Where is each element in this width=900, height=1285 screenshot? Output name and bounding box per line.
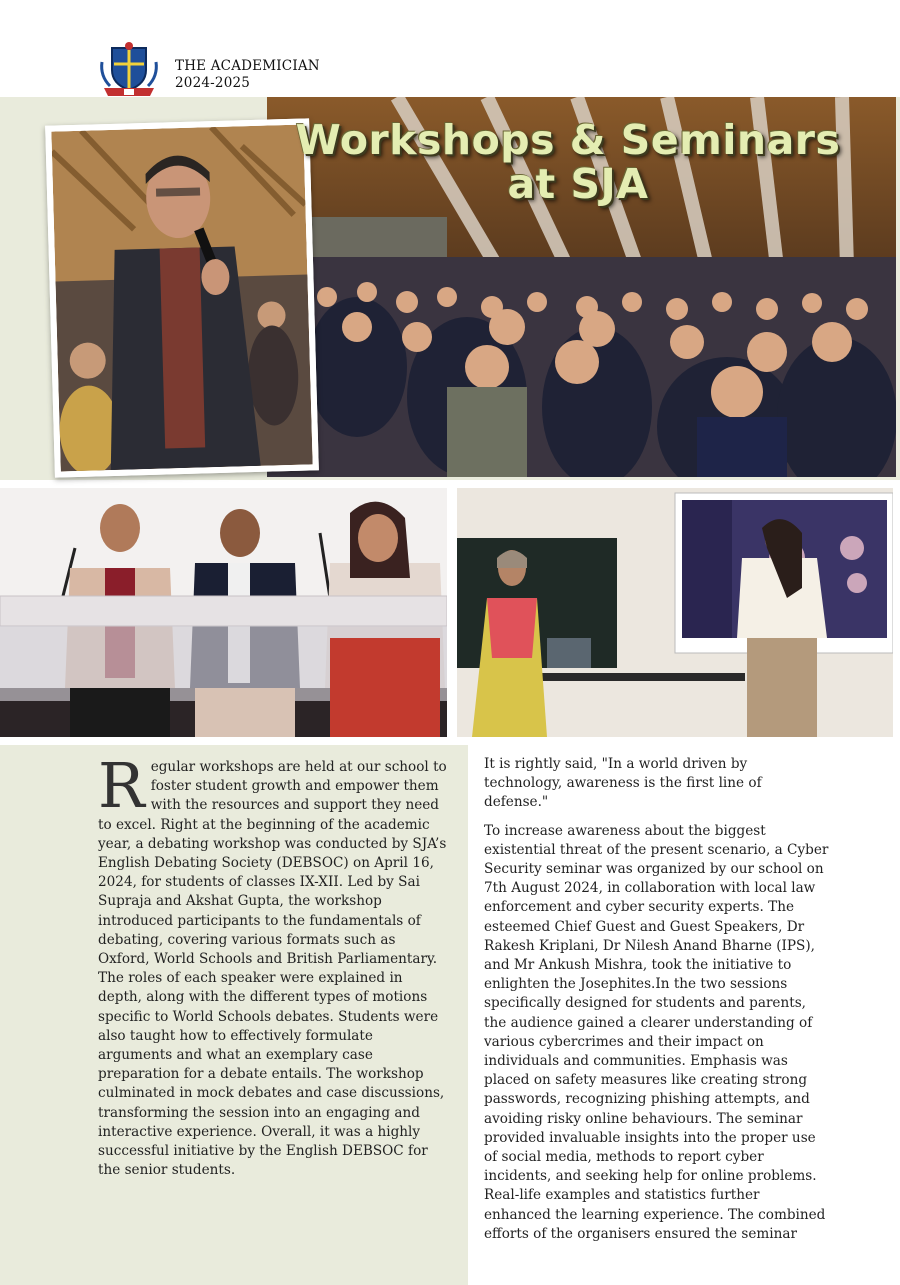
- article-left-column: [98, 749, 448, 1180]
- title-line-1: Workshops & Seminars: [295, 116, 841, 164]
- panel-of-guests-photo: [0, 488, 447, 737]
- cyber-seminar-paragraph: To increase awareness about the biggest existential threat of the present scenario, a Cyber Security seminar was organized by our school on 7th August 2024, in collaboration with local law enforcement and cyber security experts. The esteemed Chief Guest and Guest Speakers, Dr Rakesh Kriplani, Dr Nilesh Anand Bharne (IPS), and Mr Ankush Mishra, took the initiative to enlighten the Josephites.In the two sessions specifically designed for students and parents, the audience gained a clearer understanding of various cybercrimes and their impact on individuals and communities. Emphasis was placed on safety measures like creating strong passwords, recognizing phishing attempts, and avoiding risky online behaviours. The seminar provided invaluable insights into the proper use of social media, methods to report cyber incidents, and seeking help for online problems. Real-life examples and statistics further enhanced the learning experience. The combined efforts of the organisers ensured the seminar: [484, 822, 829, 1242]
- publication-title: THE ACADEMICIAN: [175, 58, 320, 74]
- publication-header: [175, 58, 320, 92]
- school-crest-icon: [98, 40, 160, 98]
- drop-cap: R: [98, 749, 145, 822]
- technology-quote: It is rightly said, "In a world driven by technology, awareness is the first line of defense.": [484, 756, 762, 811]
- publication-year: 2024-2025: [175, 75, 251, 91]
- cyber-security-presentation-photo: [457, 488, 893, 737]
- debating-workshop-paragraph: egular workshops are held at our school to foster student growth and empower them with the resources and support they need to excel. Right at the beginning of the academic year, a debating workshop was conducted by SJA’s English Debating Society (DEBSOC) on April 16, 2024, for students of classes IX-XII. Led by Sai Supraja and Akshat Gupta, the workshop introduced participants to the fundamentals of debating, covering various formats such as Oxford, World Schools and British Parliamentary. The roles of each speaker were explained in depth, along with the different types of motions specific to World Schools debates. Students were also taught how to effectively formulate arguments and what an exemplary case preparation for a debate entails. The workshop culminated in mock debates and case discussions, transforming the session into an engaging and interactive experience. Overall, it was a highly successful initiative by the English DEBSOC for the senior students.: [98, 759, 447, 1179]
- page-title: [288, 118, 848, 206]
- article-right-column: [484, 755, 829, 1253]
- speaker-with-microphone-photo: [45, 118, 319, 477]
- title-line-2: at SJA: [507, 160, 649, 208]
